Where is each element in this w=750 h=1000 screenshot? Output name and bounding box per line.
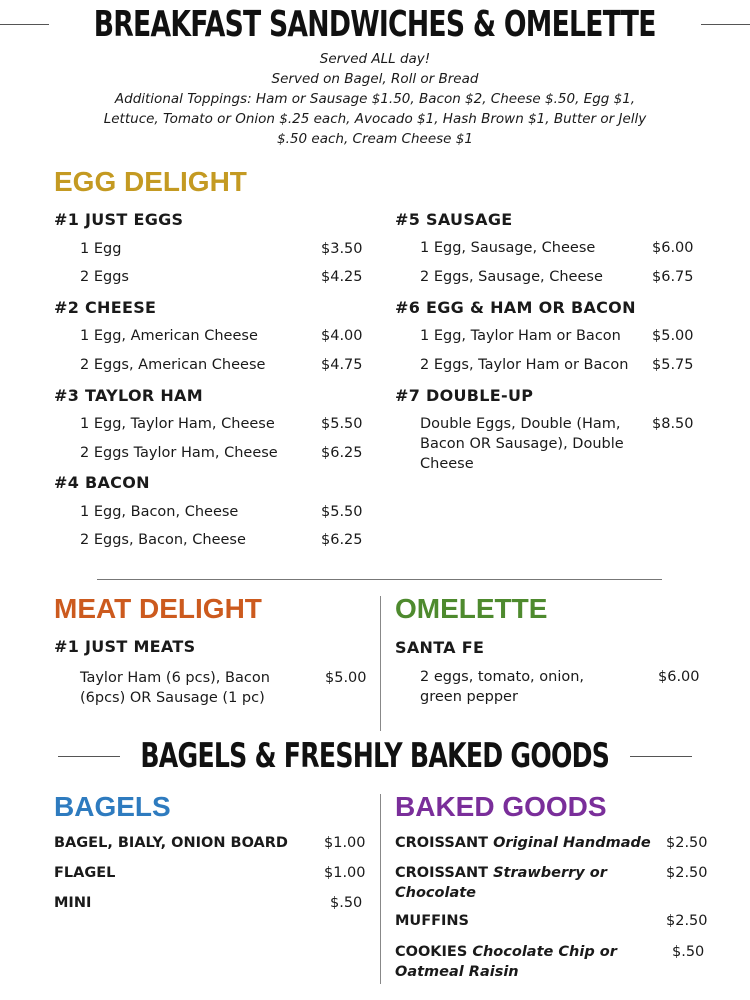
item-price: $1.00: [324, 865, 366, 881]
column-divider: [380, 794, 381, 984]
item-price: $2.50: [666, 865, 708, 881]
item-price: $2.50: [666, 913, 708, 929]
item-name: MUFFINS: [395, 913, 469, 929]
title-rule-right: [701, 24, 750, 25]
note-line: Served ALL day!: [319, 51, 431, 67]
note-line: Additional Toppings: Ham or Sausage $1.50, Bacon $2, Cheese $.50, Egg $1,: [114, 91, 636, 107]
row-price: $6.00: [658, 669, 700, 685]
title-rule-left: [0, 24, 49, 25]
row-price: $5.50: [321, 416, 363, 432]
column-divider: [380, 596, 381, 731]
item-santa-fe-title: SANTA FE: [395, 638, 485, 657]
item-price: $2.50: [666, 835, 708, 851]
item-sausage-title: #5 SAUSAGE: [395, 210, 513, 229]
row-price: $5.75: [652, 357, 694, 373]
item-detail: Strawberry or Chocolate: [395, 865, 607, 901]
menu-row: [80, 668, 375, 710]
row-label: 1 Egg, Bacon, Cheese: [80, 504, 239, 520]
row-label: 2 Eggs: [80, 269, 129, 285]
item-name: MINI: [54, 895, 92, 911]
item-just-eggs-title: #1 JUST EGGS: [54, 210, 184, 229]
row-label: 2 Eggs, Sausage, Cheese: [420, 269, 603, 285]
row-label: Double Eggs, Double (Ham, Bacon OR Sausage), Double Cheese: [420, 416, 624, 472]
menu-title: [0, 3, 750, 45]
row-price: $3.50: [321, 241, 363, 257]
item-bacon-title: #4 BACON: [54, 473, 150, 492]
row-label: 2 eggs, tomato, onion, green pepper: [420, 669, 585, 705]
row-label: 2 Eggs, American Cheese: [80, 357, 266, 373]
row-price: $6.25: [321, 532, 363, 548]
row-price: $5.50: [321, 504, 363, 520]
row-price: $4.00: [321, 328, 363, 344]
item-detail: Chocolate Chip or Oatmeal Raisin: [395, 944, 617, 980]
baked-item: [395, 863, 715, 903]
note-line: Lettuce, Tomato or Onion $.25 each, Avocado $1, Hash Brown $1, Butter or Jelly: [103, 111, 647, 127]
menu-row: [420, 667, 705, 709]
item-double-up-title: #7 DOUBLE-UP: [395, 386, 534, 405]
row-price: $6.25: [321, 445, 363, 461]
item-name: [395, 942, 620, 982]
item-just-meats-title: #1 JUST MEATS: [54, 637, 196, 656]
row-label: 1 Egg, Taylor Ham or Bacon: [420, 328, 621, 344]
row-price: $6.00: [652, 240, 694, 256]
egg-delight-title: EGG DELIGHT: [54, 166, 247, 197]
row-price: $4.25: [321, 269, 363, 285]
row-price: $5.00: [652, 328, 694, 344]
item-egg-ham-bacon-title: #6 EGG & HAM OR BACON: [395, 298, 636, 317]
item-taylor-ham-title: #3 TAYLOR HAM: [54, 386, 203, 405]
meat-delight-title: MEAT DELIGHT: [54, 593, 262, 624]
baked-goods-title: BAKED GOODS: [395, 791, 607, 822]
item-name: [395, 833, 651, 853]
row-label: Taylor Ham (6 pcs), Bacon (6pcs) OR Sausage (1 pc): [80, 670, 270, 706]
item-name-main: CROISSANT: [395, 835, 489, 851]
row-label: 1 Egg, Sausage, Cheese: [420, 240, 596, 256]
bagels-baked-goods-heading-text: BAGELS & FRESHLY BAKED GOODS: [140, 736, 610, 776]
row-price: $5.00: [325, 670, 367, 686]
item-name-main: CROISSANT: [395, 865, 489, 881]
note-line: $.50 each, Cream Cheese $1: [277, 131, 473, 147]
omelette-title: OMELETTE: [395, 593, 548, 624]
bagels-baked-goods-heading: [0, 738, 750, 774]
item-name-main: COOKIES: [395, 944, 468, 960]
row-price: $6.75: [652, 269, 694, 285]
item-detail: Original Handmade: [493, 835, 651, 851]
item-name: [395, 863, 610, 903]
section-divider: [97, 579, 662, 580]
row-label: 2 Eggs, Taylor Ham or Bacon: [420, 357, 629, 373]
item-name: FLAGEL: [54, 865, 116, 881]
menu-row: [420, 414, 700, 474]
note-line: Served on Bagel, Roll or Bread: [271, 71, 479, 87]
item-price: $.50: [672, 944, 705, 960]
row-label: 1 Egg, American Cheese: [80, 328, 258, 344]
item-cheese-title: #2 CHEESE: [54, 298, 157, 317]
heading-rule-right: [630, 756, 692, 757]
item-price: $.50: [330, 895, 363, 911]
item-name: BAGEL, BIALY, ONION BOARD: [54, 835, 288, 851]
row-price: $4.75: [321, 357, 363, 373]
row-label: 2 Eggs Taylor Ham, Cheese: [80, 445, 278, 461]
row-label: 1 Egg, Taylor Ham, Cheese: [80, 416, 275, 432]
row-label: 2 Eggs, Bacon, Cheese: [80, 532, 246, 548]
menu-notes: [60, 49, 690, 149]
item-price: $1.00: [324, 835, 366, 851]
bagels-title: BAGELS: [54, 791, 171, 822]
row-price: $8.50: [652, 416, 694, 432]
row-label: 1 Egg: [80, 241, 122, 257]
baked-item: [395, 942, 715, 982]
heading-rule-left: [58, 756, 120, 757]
menu-title-text: BREAKFAST SANDWICHES & OMELETTE: [94, 3, 656, 45]
